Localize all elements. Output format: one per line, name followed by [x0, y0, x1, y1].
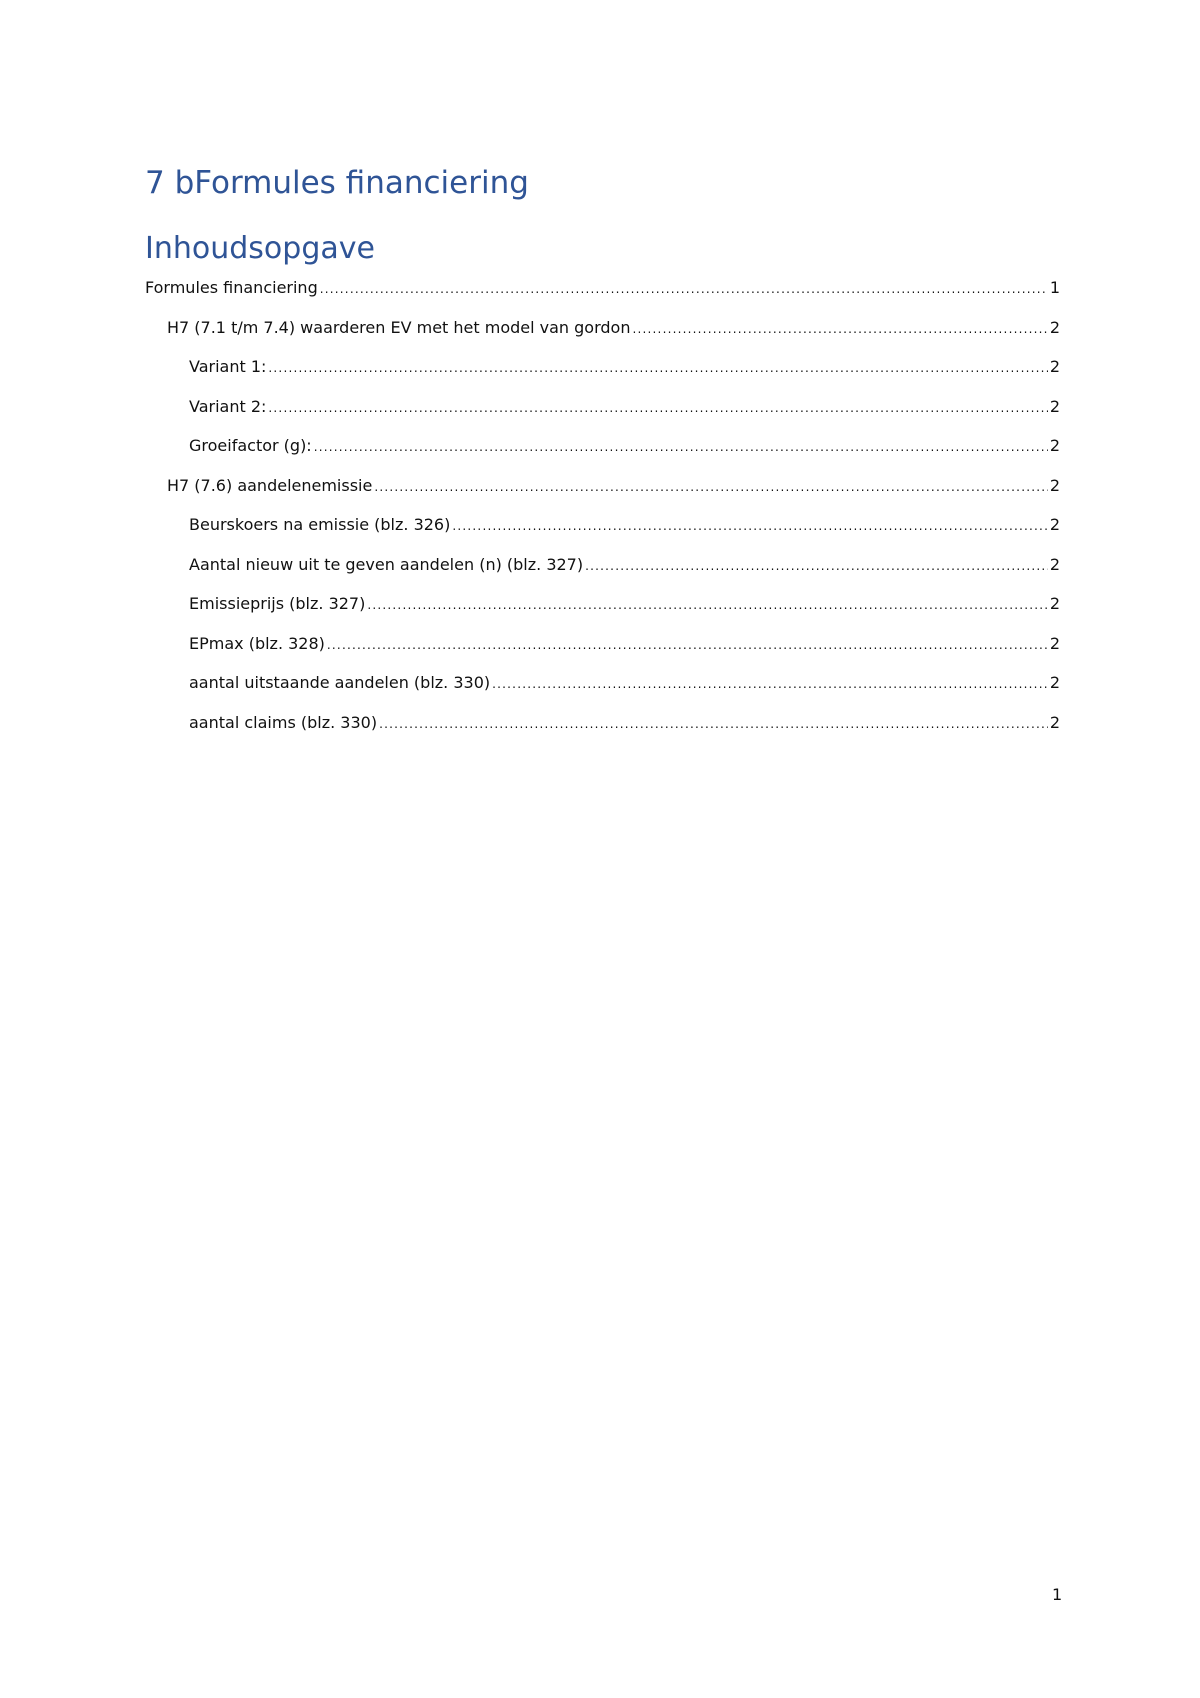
- toc-dot-leader: [379, 709, 1048, 739]
- toc-dot-leader: [632, 314, 1047, 344]
- toc-entry[interactable]: [145, 708, 1060, 748]
- toc-entry-page: 2: [1049, 317, 1060, 337]
- toc-entry-text: H7 (7.1 t/m 7.4) waarderen EV met het model van gordon: [167, 317, 631, 337]
- toc-dot-leader: [327, 630, 1048, 660]
- toc-entry[interactable]: [145, 510, 1060, 550]
- toc-entry[interactable]: [145, 352, 1060, 392]
- toc-dot-leader: [320, 274, 1048, 304]
- toc-entry-page: 2: [1049, 633, 1060, 653]
- toc-entry-page: 1: [1049, 278, 1060, 297]
- toc-entry[interactable]: [145, 273, 1060, 313]
- toc-dot-leader: [367, 590, 1047, 620]
- toc-entry-text: aantal uitstaande aandelen (blz. 330): [189, 673, 491, 692]
- page-number: 1: [1052, 1585, 1063, 1604]
- toc-entry-text: Aantal nieuw uit te geven aandelen (n) (blz. 327): [189, 554, 584, 574]
- toc-entry[interactable]: [145, 550, 1060, 590]
- toc-entry-text: EPmax (blz. 328): [189, 633, 325, 653]
- toc-entry-page: 2: [1049, 396, 1060, 416]
- toc-entry-text: Beurskoers na emissie (blz. 326): [189, 515, 451, 534]
- toc-entry-page: 2: [1049, 712, 1060, 732]
- toc-entry-text: aantal claims (blz. 330): [189, 712, 378, 732]
- toc-entry-text: Variant 2:: [189, 396, 267, 416]
- toc-entry-page: 2: [1049, 554, 1060, 574]
- toc-entry[interactable]: [145, 668, 1060, 708]
- toc-dot-leader: [452, 511, 1047, 541]
- toc-entry-text: Variant 1:: [189, 357, 267, 376]
- toc-entry-page: 2: [1049, 475, 1060, 495]
- toc-entry-page: 2: [1049, 436, 1060, 455]
- table-of-contents: [145, 273, 1060, 747]
- document-title: 7 bFormules financiering: [145, 165, 529, 201]
- toc-entry-text: Groeifactor (g):: [189, 436, 312, 455]
- toc-entry-text: H7 (7.6) aandelenemissie: [167, 475, 373, 495]
- toc-entry[interactable]: [145, 431, 1060, 471]
- toc-entry-text: Formules financiering: [145, 278, 318, 297]
- toc-entry[interactable]: [145, 629, 1060, 669]
- toc-dot-leader: [268, 393, 1047, 423]
- toc-entry[interactable]: [145, 392, 1060, 432]
- toc-entry-page: 2: [1049, 515, 1060, 534]
- toc-entry-page: 2: [1049, 594, 1060, 613]
- toc-entry[interactable]: [145, 313, 1060, 353]
- toc-entry-page: 2: [1049, 673, 1060, 692]
- toc-heading: Inhoudsopgave: [145, 231, 375, 266]
- toc-dot-leader: [492, 669, 1048, 699]
- toc-entry[interactable]: [145, 589, 1060, 629]
- toc-dot-leader: [374, 472, 1047, 502]
- toc-dot-leader: [268, 353, 1047, 383]
- toc-entry-text: Emissieprijs (blz. 327): [189, 594, 366, 613]
- toc-entry-page: 2: [1049, 357, 1060, 376]
- toc-dot-leader: [585, 551, 1048, 581]
- toc-entry[interactable]: [145, 471, 1060, 511]
- toc-dot-leader: [314, 432, 1048, 462]
